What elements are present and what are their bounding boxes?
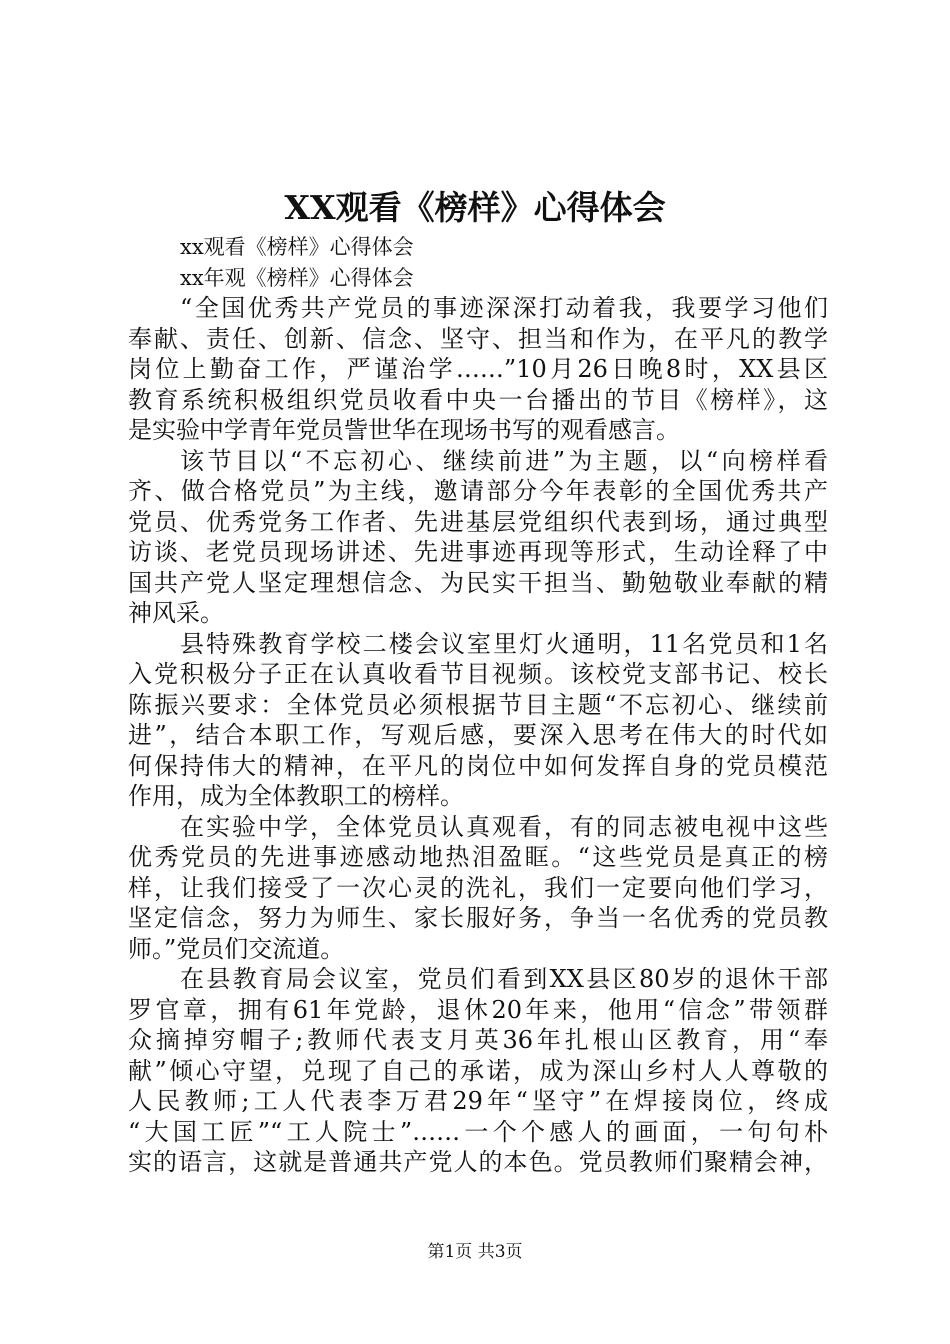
text-line: 优秀党员的先进事迹感动地热泪盈眶。“这些党员是真正的榜 [128, 843, 828, 871]
text-line: 岗位上勤奋工作，严谨治学……”10月26日晚8时，XX县区 [128, 355, 828, 383]
text-line: 神风采。 [128, 599, 224, 627]
text-line: xx年观《榜样》心得体会 [180, 265, 414, 290]
text-line: 罗官章，拥有61年党龄，退休20年来，他用“信念”带领群 [128, 995, 828, 1024]
page-title: XX观看《榜样》心得体会 [284, 188, 666, 227]
text-line: 陈振兴要求：全体党员必须根据节目主题“不忘初心、继续前 [128, 690, 828, 719]
text-line: xx观看《榜样》心得体会 [180, 235, 414, 259]
text-line: 进”，结合本职工作，写观后感，要深入思考在伟大的时代如 [128, 721, 828, 749]
text-line: 在县教育局会议室，党员们看到XX县区80岁的退休干部 [180, 965, 828, 993]
text-line: 献”倾心守望，兑现了自己的承诺，成为深山乡村人人尊敬的 [128, 1056, 828, 1085]
text-line: 何保持伟大的精神，在平凡的岗位中如何发挥自身的党员模范 [128, 751, 828, 780]
text-line: 众摘掉穷帽子;教师代表支月英36年扎根山区教育，用“奉 [128, 1026, 828, 1054]
text-line: 教育系统积极组织党员收看中央一台播出的节目《榜样》，这 [128, 385, 828, 414]
text-line: 党员、优秀党务工作者、先进基层党组织代表到场，通过典型 [128, 507, 828, 536]
text-line: “大国工匠”“工人院士”……一个个感人的画面，一句句朴 [128, 1117, 828, 1146]
text-line: 入党积极分子正在认真收看节目视频。该校党支部书记、校长 [128, 660, 828, 688]
text-line: 奉献、责任、创新、信念、坚守、担当和作为，在平凡的教学 [128, 324, 828, 353]
text-line: “全国优秀共产党员的事迹深深打动着我，我要学习他们 [180, 294, 828, 322]
page-footer: 第1页 共3页 [427, 1242, 523, 1262]
text-line: 样，让我们接受了一次心灵的洗礼，我们一定要向他们学习， [128, 873, 828, 902]
text-line: 该节目以“不忘初心、继续前进”为主题，以“向榜样看 [180, 446, 828, 475]
text-line: 实的语言，这就是普通共产党人的本色。党员教师们聚精会神， [128, 1148, 828, 1176]
text-line: 齐、做合格党员”为主线，邀请部分今年表彰的全国优秀共产 [128, 477, 828, 505]
text-line: 人民教师;工人代表李万君29年“坚守”在焊接岗位，终成 [128, 1087, 828, 1115]
text-line: 在实验中学，全体党员认真观看，有的同志被电视中这些 [180, 812, 828, 841]
text-line: 作用，成为全体教职工的榜样。 [128, 782, 464, 810]
document-body [128, 232, 828, 1178]
text-line: 国共产党人坚定理想信念、为民实干担当、勤勉敬业奉献的精 [128, 568, 828, 597]
text-line: 是实验中学青年党员訾世华在现场书写的观看感言。 [128, 416, 680, 444]
text-line: 坚定信念，努力为师生、家长服好务，争当一名优秀的党员教 [128, 904, 828, 932]
text-line: 师。”党员们交流道。 [128, 934, 345, 963]
text-line: 访谈、老党员现场讲述、先进事迹再现等形式，生动诠释了中 [128, 538, 828, 566]
text-line: 县特殊教育学校二楼会议室里灯火通明，11名党员和1名 [180, 629, 828, 658]
